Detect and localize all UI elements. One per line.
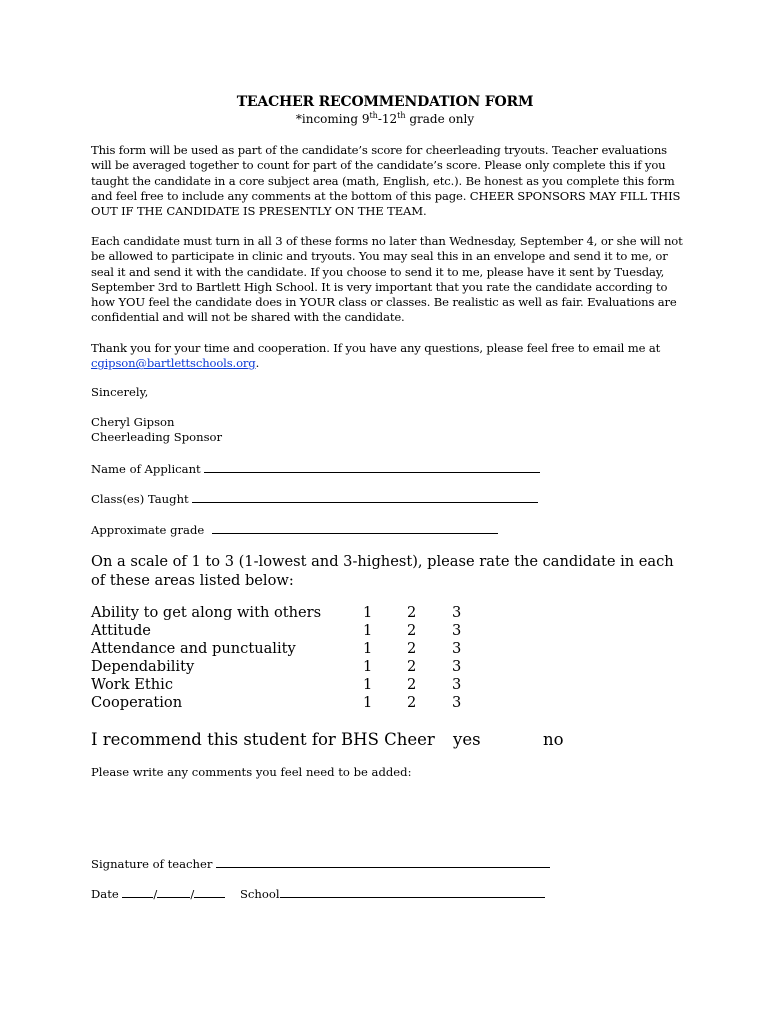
signature-blank[interactable] — [216, 856, 550, 868]
intro-paragraph-1: This form will be used as part of the candidate’s score for cheerleading tryouts. Teacher evaluations will be averaged together to count for part of the candidate’s score. Please only complete this if you taught the candidate in a core subject area (math, English, etc.). Be honest as you complete this form and feel free to include any comments at the bottom of this page. CHEER SPONSORS MAY FILL THIS OUT IF THE CANDIDATE IS PRESENTLY ON THE TEAM. — [91, 143, 681, 219]
rating-option-3[interactable]: 3 — [452, 604, 462, 621]
rating-option-3[interactable]: 3 — [452, 676, 462, 693]
rating-option-2[interactable]: 2 — [407, 676, 417, 693]
grade-blank[interactable] — [212, 522, 498, 534]
sponsor-role: Cheerleading Sponsor — [91, 430, 223, 444]
signature-field[interactable] — [91, 856, 550, 871]
rating-option-2[interactable]: 2 — [407, 604, 417, 621]
date-month-blank[interactable] — [122, 886, 153, 898]
form-subtitle: *incoming 9th-12th grade only — [295, 111, 475, 126]
rating-label: Work Ethic — [91, 676, 174, 693]
rating-option-1[interactable]: 1 — [363, 622, 373, 639]
recommend-yes[interactable]: yes — [453, 730, 481, 749]
rating-label: Dependability — [91, 658, 195, 675]
applicant-field[interactable] — [91, 461, 540, 476]
recommend-no[interactable]: no — [543, 730, 564, 749]
rating-option-1[interactable]: 1 — [363, 640, 373, 657]
rating-label: Attendance and punctuality — [91, 640, 296, 657]
date-year-blank[interactable] — [194, 886, 225, 898]
intro-paragraph-3: Thank you for your time and cooperation. If you have any questions, please feel free to email me at cgipson@bartlettschools.org. — [91, 341, 661, 371]
recommend-text: I recommend this student for BHS Cheer — [91, 730, 435, 749]
rating-option-2[interactable]: 2 — [407, 622, 417, 639]
date-school-row — [91, 886, 545, 901]
rating-option-3[interactable]: 3 — [452, 622, 462, 639]
rating-option-3[interactable]: 3 — [452, 694, 462, 711]
email-link[interactable]: cgipson@bartlettschools.org — [91, 356, 256, 371]
rating-option-1[interactable]: 1 — [363, 658, 373, 675]
date-label: Date — [91, 887, 119, 901]
rating-label: Attitude — [91, 622, 151, 639]
rating-label: Cooperation — [91, 694, 183, 711]
date-day-blank[interactable] — [157, 886, 190, 898]
sincerely-text: Sincerely, — [91, 385, 149, 399]
date-slash: / — [153, 887, 158, 901]
signature-label: Signature of teacher — [91, 857, 213, 871]
comments-prompt: Please write any comments you feel need to be added: — [91, 765, 412, 779]
rating-option-1[interactable]: 1 — [363, 694, 373, 711]
applicant-label: Name of Applicant — [91, 462, 201, 476]
rating-label: Ability to get along with others — [91, 604, 322, 621]
rating-option-2[interactable]: 2 — [407, 694, 417, 711]
rating-option-1[interactable]: 1 — [363, 676, 373, 693]
classes-blank[interactable] — [192, 491, 538, 503]
date-slash: / — [190, 887, 195, 901]
scale-instructions: On a scale of 1 to 3 (1-lowest and 3-highest), please rate the candidate in each of these areas listed below: — [91, 553, 674, 589]
grade-field[interactable] — [91, 522, 498, 537]
applicant-blank[interactable] — [204, 461, 540, 473]
school-label: School — [239, 887, 280, 901]
classes-field[interactable] — [91, 491, 538, 506]
rating-option-3[interactable]: 3 — [452, 658, 462, 675]
form-title: TEACHER RECOMMENDATION FORM — [236, 94, 534, 110]
sponsor-name: Cheryl Gipson — [91, 415, 175, 429]
rating-option-1[interactable]: 1 — [363, 604, 373, 621]
grade-label: Approximate grade — [91, 523, 205, 537]
intro-paragraph-2: Each candidate must turn in all 3 of these forms no later than Wednesday, September 4, or she will not be allowed to participate in clinic and tryouts. You may seal this in an envelope and send it to me, or seal it and send it with the candidate. If you choose to send it to me, please have it sent by Tuesday, September 3rd to Bartlett High School. It is very important that you rate the candidate according to how YOU feel the candidate does in YOUR class or classes. Be realistic as well as fair. Evaluations are confidential and will not be shared with the candidate. — [91, 234, 683, 325]
classes-label: Class(es) Taught — [91, 492, 189, 506]
rating-option-2[interactable]: 2 — [407, 658, 417, 675]
rating-option-2[interactable]: 2 — [407, 640, 417, 657]
rating-option-3[interactable]: 3 — [452, 640, 462, 657]
school-blank[interactable] — [280, 886, 545, 898]
